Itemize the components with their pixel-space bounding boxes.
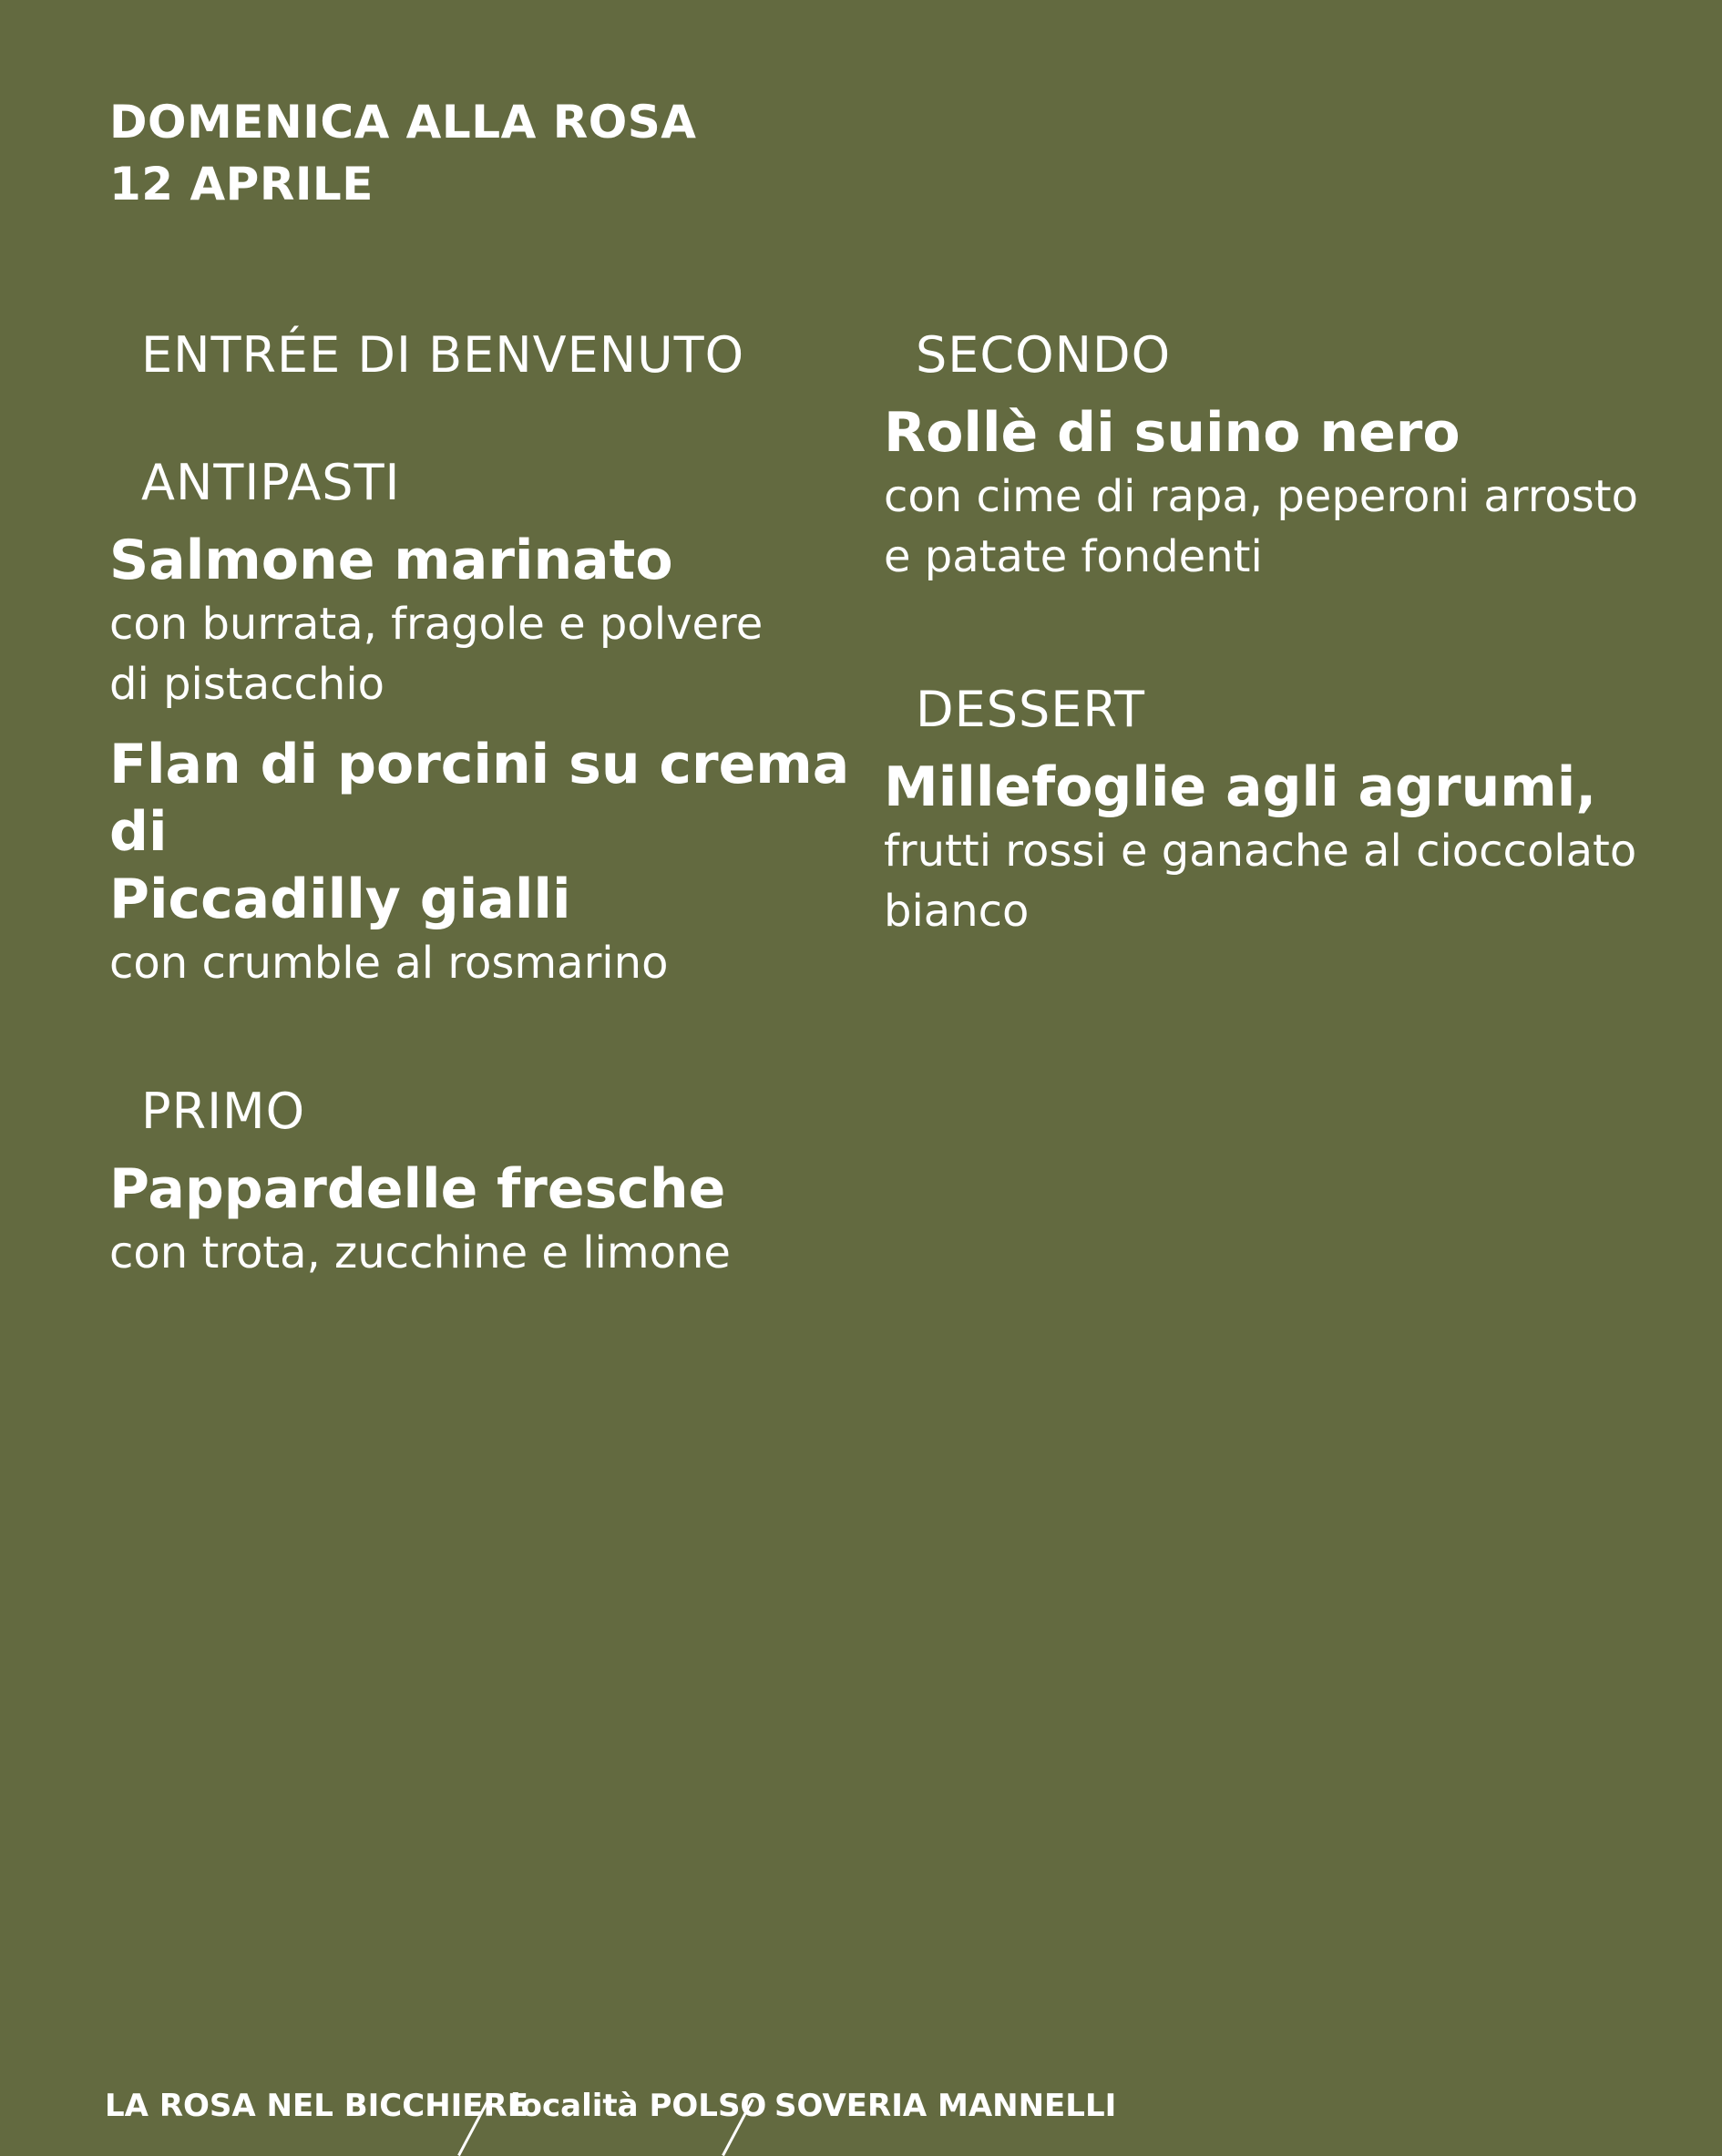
dish-description-line: bianco: [884, 886, 1030, 937]
footer-locality: località POLSO: [510, 2088, 767, 2124]
event-date: 12 APRILE: [109, 158, 374, 210]
dish-description-line: con cime di rapa, peperoni arrosto: [884, 471, 1638, 522]
section-secondo: [884, 319, 1686, 587]
dish-description-line: e patate fondenti: [884, 531, 1263, 582]
dish-description-line: frutti rossi e ganache al cioccolato: [884, 826, 1637, 877]
section-antipasti: [109, 447, 866, 993]
dish-rolle: [884, 399, 1686, 587]
footer-town: SOVERIA MANNELLI: [774, 2088, 1117, 2124]
dish-description: con trota, zucchine e limone: [109, 1227, 731, 1278]
dish-pappardelle: [109, 1155, 866, 1283]
section-title-entree: ENTRÉE DI BENVENUTO: [141, 326, 745, 384]
footer-venue: LA ROSA NEL BICCHIERE: [105, 2088, 528, 2124]
section-primo: [109, 1075, 866, 1283]
dish-flan: [109, 731, 866, 993]
menu-left-column: [109, 319, 866, 1283]
section-dessert: [884, 673, 1686, 941]
dish-name: Salmone marinato: [109, 529, 673, 592]
section-entree: [109, 319, 866, 447]
section-title-secondo: SECONDO: [916, 326, 1172, 384]
section-title-antipasti: ANTIPASTI: [141, 454, 401, 511]
dish-name: Rollè di suino nero: [884, 401, 1461, 465]
menu-header: [109, 91, 696, 215]
section-title-primo: PRIMO: [141, 1083, 306, 1140]
dish-name-line: Flan di porcini su crema di: [109, 733, 850, 864]
dish-description: con crumble al rosmarino: [109, 938, 669, 989]
dish-millefoglie: [884, 754, 1686, 941]
dish-name: Pappardelle fresche: [109, 1157, 726, 1221]
section-title-dessert: DESSERT: [916, 681, 1145, 738]
menu-right-column: [884, 319, 1686, 941]
dish-name: Millefoglie agli agrumi,: [884, 755, 1597, 819]
dish-description-line: con burrata, fragole e polvere: [109, 599, 764, 650]
event-title: DOMENICA ALLA ROSA: [109, 96, 697, 149]
dish-salmone: [109, 527, 866, 714]
dish-name-line: Piccadilly gialli: [109, 868, 571, 931]
dish-description-line: di pistacchio: [109, 659, 385, 710]
